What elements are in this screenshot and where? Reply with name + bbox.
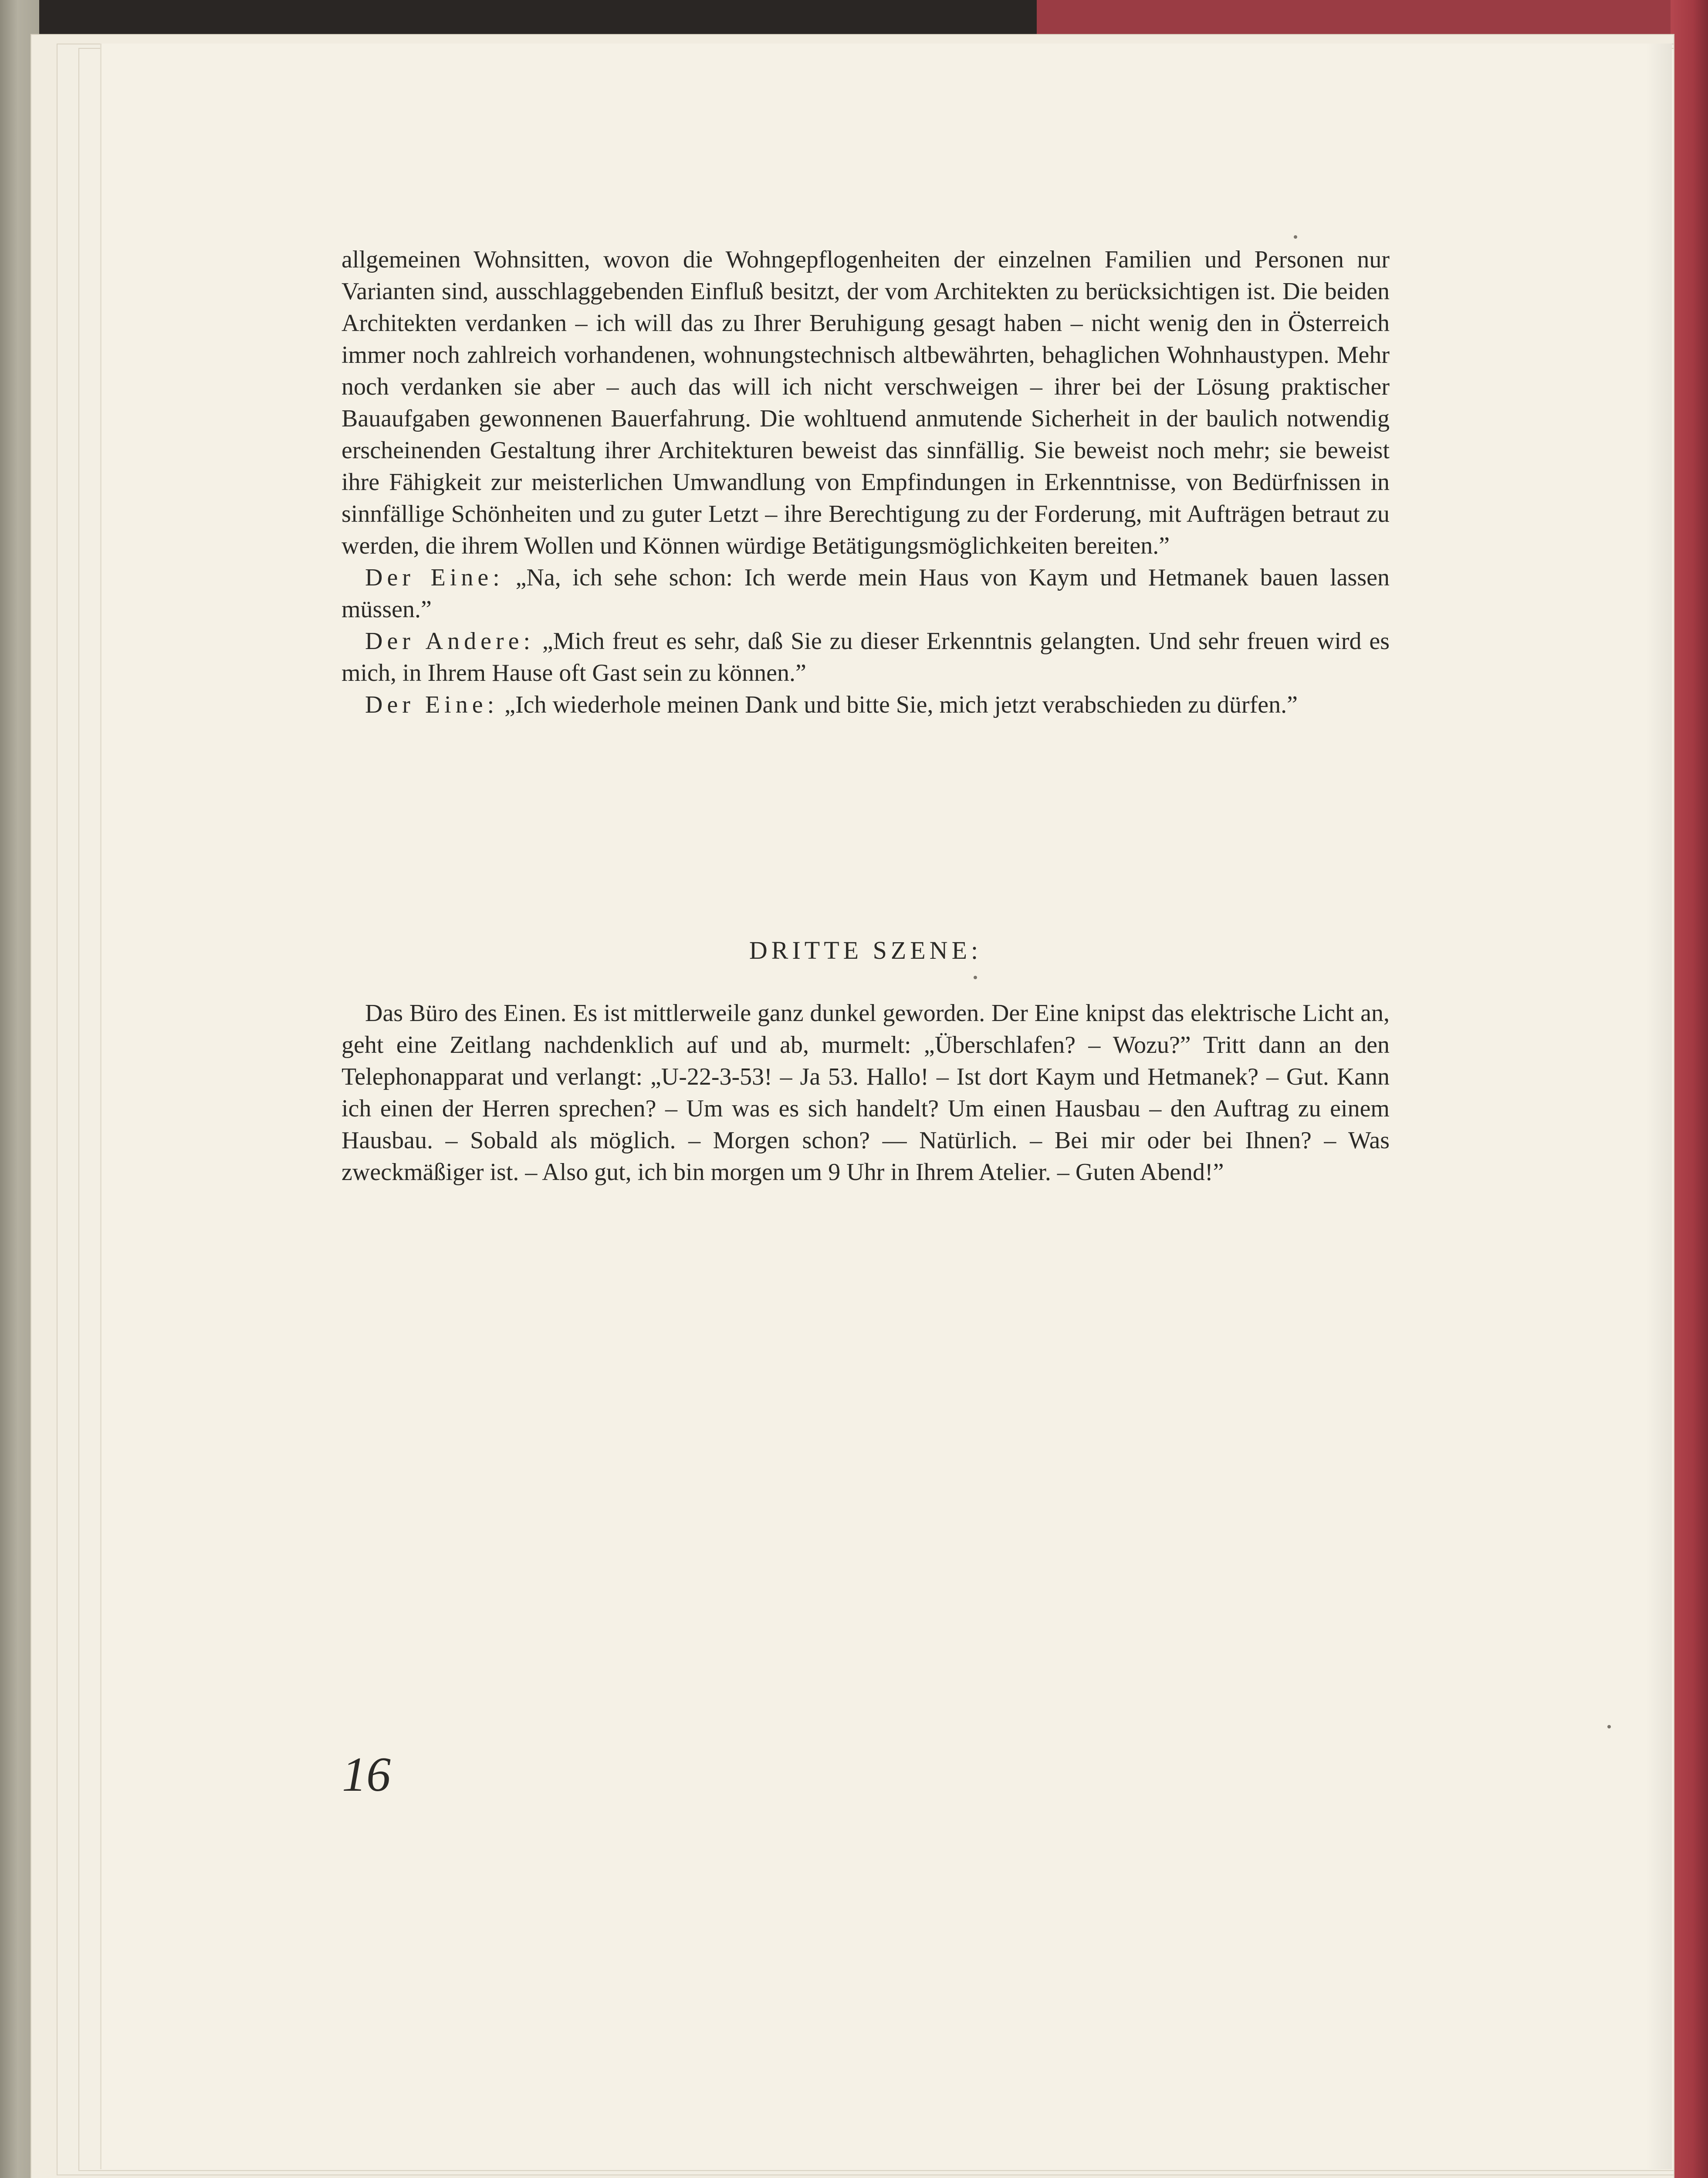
paper-speck: [1607, 1725, 1611, 1728]
page-gutter-shade: [1646, 44, 1672, 2169]
book-cover-right: [1671, 0, 1708, 2178]
dialogue-text: „Na, ich sehe schon: Ich werde mein Haus von Kaym und Hetmanek bauen lassen müssen.”: [342, 564, 1390, 623]
dialogue-text: „Mich freut es sehr, daß Sie zu dieser Erkenntnis gelangten. Und sehr freuen wird es mich, in Ihrem Hause oft Gast sein zu können.”: [342, 628, 1390, 687]
dialogue-text: „Ich wiederhole meinen Dank und bitte Sie, mich jetzt verabschieden zu dürfen.”: [504, 691, 1298, 718]
body-text: [342, 244, 1390, 721]
paper-speck: [974, 976, 977, 979]
dialogue-line: [342, 626, 1390, 689]
paper-speck: [1294, 235, 1297, 239]
scene-heading: DRITTE SZENE:: [749, 936, 982, 964]
dialogue-line: [342, 689, 1390, 721]
speaker-name: Der Eine:: [365, 691, 499, 718]
dialogue-line: [342, 562, 1390, 626]
speaker-name: Der Eine:: [365, 564, 504, 591]
paragraph: allgemeinen Wohnsitten, wovon die Wohngepflogenheiten der einzelnen Familien und Personen nur Varianten sind, ausschlaggebenden Einfluß besitzt, der vom Architekten zu berücksichtigen ist. Die beiden Architekten verdanken – ich will das zu Ihrer Beruhigung gesagt haben – nicht wenig den in Österreich immer noch zahlreich vorhandenen, wohnungstechnisch altbewährten, behaglichen Wohnhaustypen. Mehr noch verdanken sie aber – auch das will ich nicht verschweigen – ihrer bei der Lösung praktischer Bauaufgaben gewonnenen Bauerfahrung. Die wohltuend anmutende Sicherheit in der baulich notwendig erscheinenden Gestaltung ihrer Architekturen beweist das sinnfällig. Sie beweist noch mehr; sie beweist ihre Fähigkeit zur meisterlichen Umwandlung von Empfindungen in Erkenntnisse, von Bedürfnissen in sinnfällige Schönheiten und zu guter Letzt – ihre Berechtigung zu der Forderung, mit Aufträgen betraut zu werden, die ihrem Wollen und Können würdige Betätigungsmöglichkeiten bereiten.”: [342, 246, 1390, 559]
scene-text-block: [342, 998, 1390, 1188]
paragraph: Das Büro des Einen. Es ist mittlerweile ganz dunkel geworden. Der Eine knipst das elektrische Licht an, geht eine Zeitlang nachdenklich auf und ab, murmelt: „Überschlafen? – Wozu?” Tritt dann an den Telephonapparat und verlangt: „U-22-3-53! – Ja 53. Hallo! – Ist dort Kaym und Hetmanek? – Gut. Kann ich einen der Herren sprechen? – Um was es sich handelt? Um einen Hausbau – den Auftrag zu einem Hausbau. – Sobald als möglich. – Morgen schon? — Natürlich. – Bei mir oder bei Ihnen? – Was zweckmäßiger ist. – Also gut, ich bin morgen um 9 Uhr in Ihrem Atelier. – Guten Abend!”: [342, 1000, 1390, 1186]
speaker-name: Der Andere:: [365, 628, 535, 655]
page-number: 16: [342, 1748, 391, 1802]
